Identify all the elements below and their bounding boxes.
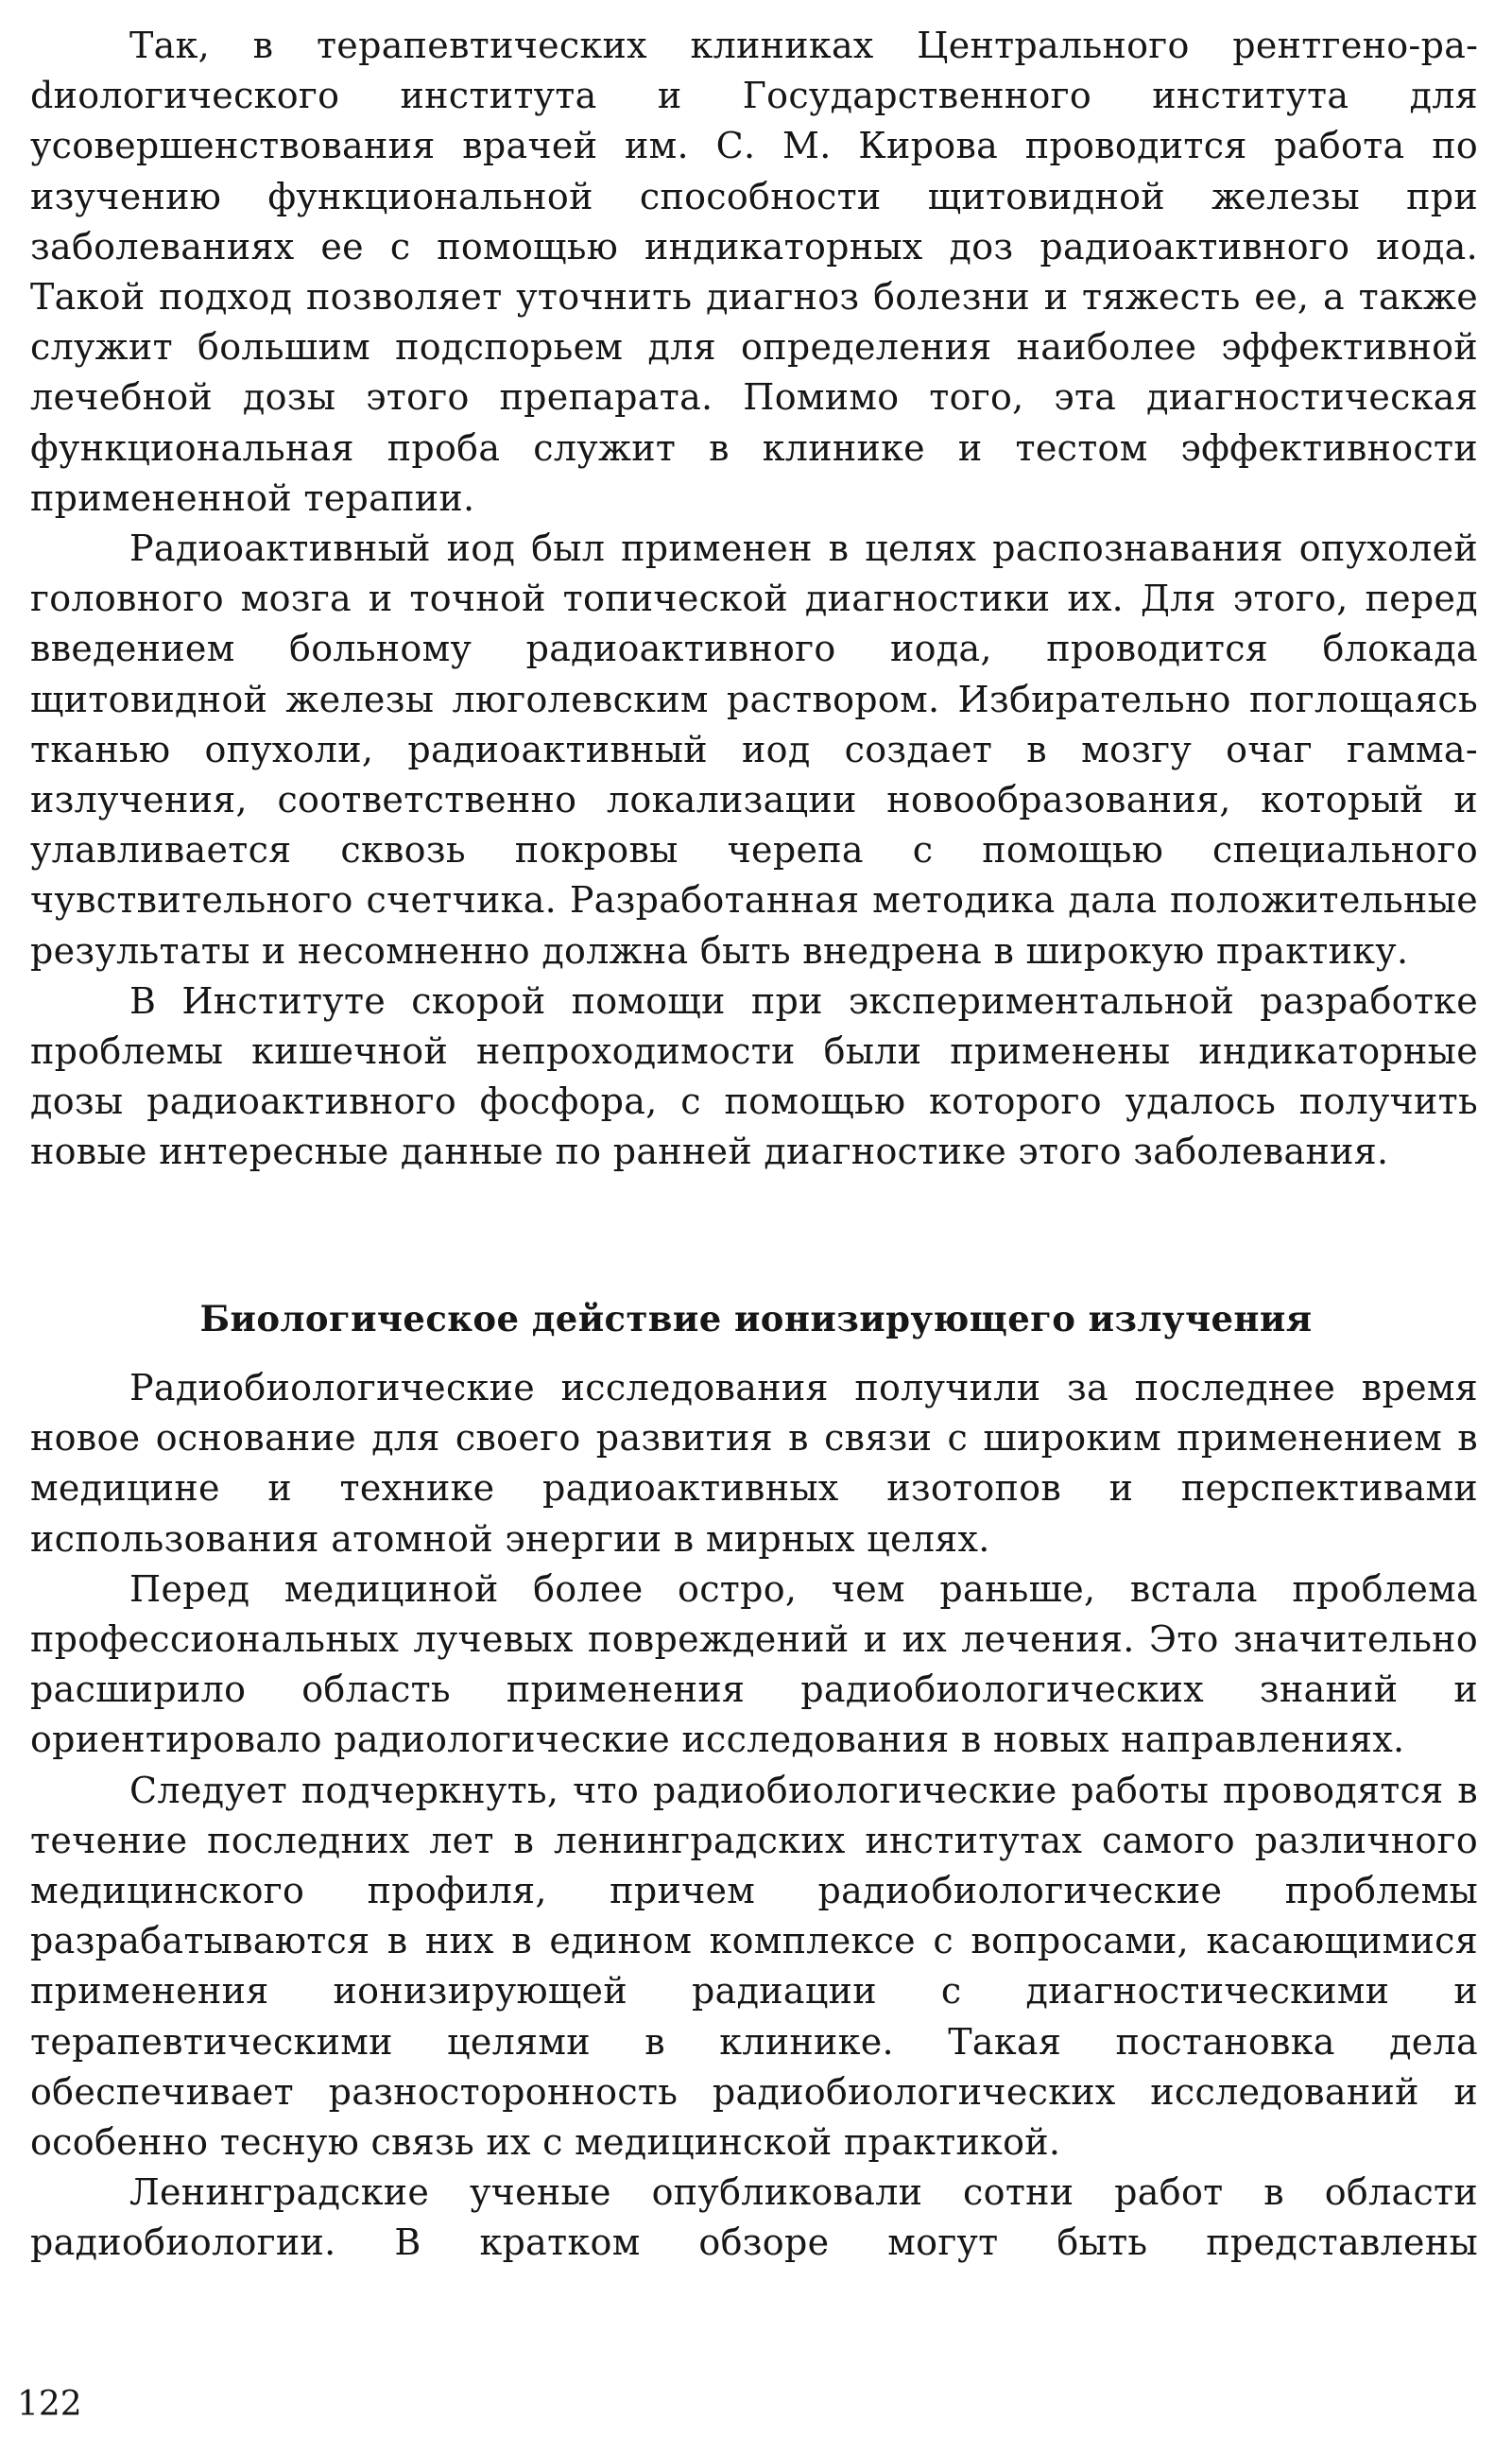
section-heading: Биологическое действие ионизирующего излучения	[199, 1298, 1313, 1339]
paragraph: Радиобиологические исследования получили за последнее время новое основание для своего развития в связи с широким применением в медицине и технике радиоактивных изотопов и перспективами использования атомной энергии в мирных целях.	[30, 1367, 1478, 1560]
paragraph: Так, в терапевтических клиниках Центрального рентгено-раdиологического института и Государственного института для усовершенствования врачей им. С. М. Кирова проводится работа по изучению функциональной способности щитовидной железы при заболеваниях ее с помощью индикаторных доз радиоактивного иода. Такой подход позволяет уточнить диагноз болезни и тяжесть ее, а также служит большим подспорьем для определения наиболее эффективной лечебной дозы этого препарата. Помимо того, эта диагностическая функциональная проба служит в клинике и тестом эффективности примененной терапии.	[30, 25, 1478, 519]
paragraph: Ленинградские ученые опубликовали сотни работ в области радиобиологии. В кратком обзоре могут быть представлены	[30, 2171, 1478, 2264]
section-biological-effect-text	[30, 1363, 1478, 2269]
section-top-text	[30, 21, 1478, 1178]
paragraph: Следует подчеркнуть, что радиобиологические работы проводятся в течение последних лет в ленинградских институтах самого различного медицинского профиля, причем радиобиологические проблемы разрабатываются в них в едином комплексе с вопросами, касающимися применения ионизирующей радиации с диагностическими и терапевтическими целями в клинике. Такая постановка дела обеспечивает разносторонность радиобиологических исследований и особенно тесную связь их с медицинской практикой.	[30, 1769, 1478, 2164]
paragraph: Радиоактивный иод был применен в целях распознавания опухолей головного мозга и точной топической диагностики их. Для этого, перед введением больному радиоактивного иода, проводится блокада щитовидной железы люголевским раствором. Избирательно поглощаясь тканью опухоли, радиоактивный иод создает в мозгу очаг гамма-излучения, соответственно локализации новообразования, который и улавливается сквозь покровы черепа с помощью специального чувствительного счетчика. Разработанная методика дала положительные результаты и несомненно должна быть внедрена в широкую практику.	[30, 527, 1478, 972]
paragraph: Перед медициной более остро, чем раньше, встала проблема профессиональных лучевых повреждений и их лечения. Это значительно расширило область применения радиобиологических знаний и ориентировало радиологические исследования в новых направлениях.	[30, 1567, 1478, 1761]
page-number: 122	[17, 2385, 82, 2424]
paragraph: В Институте скорой помощи при экспериментальной разработке проблемы кишечной непроходимости были применены индикаторные дозы радиоактивного фосфора, с помощью которого удалось получить новые интересные данные по ранней диагностике этого заболевания.	[30, 979, 1478, 1173]
